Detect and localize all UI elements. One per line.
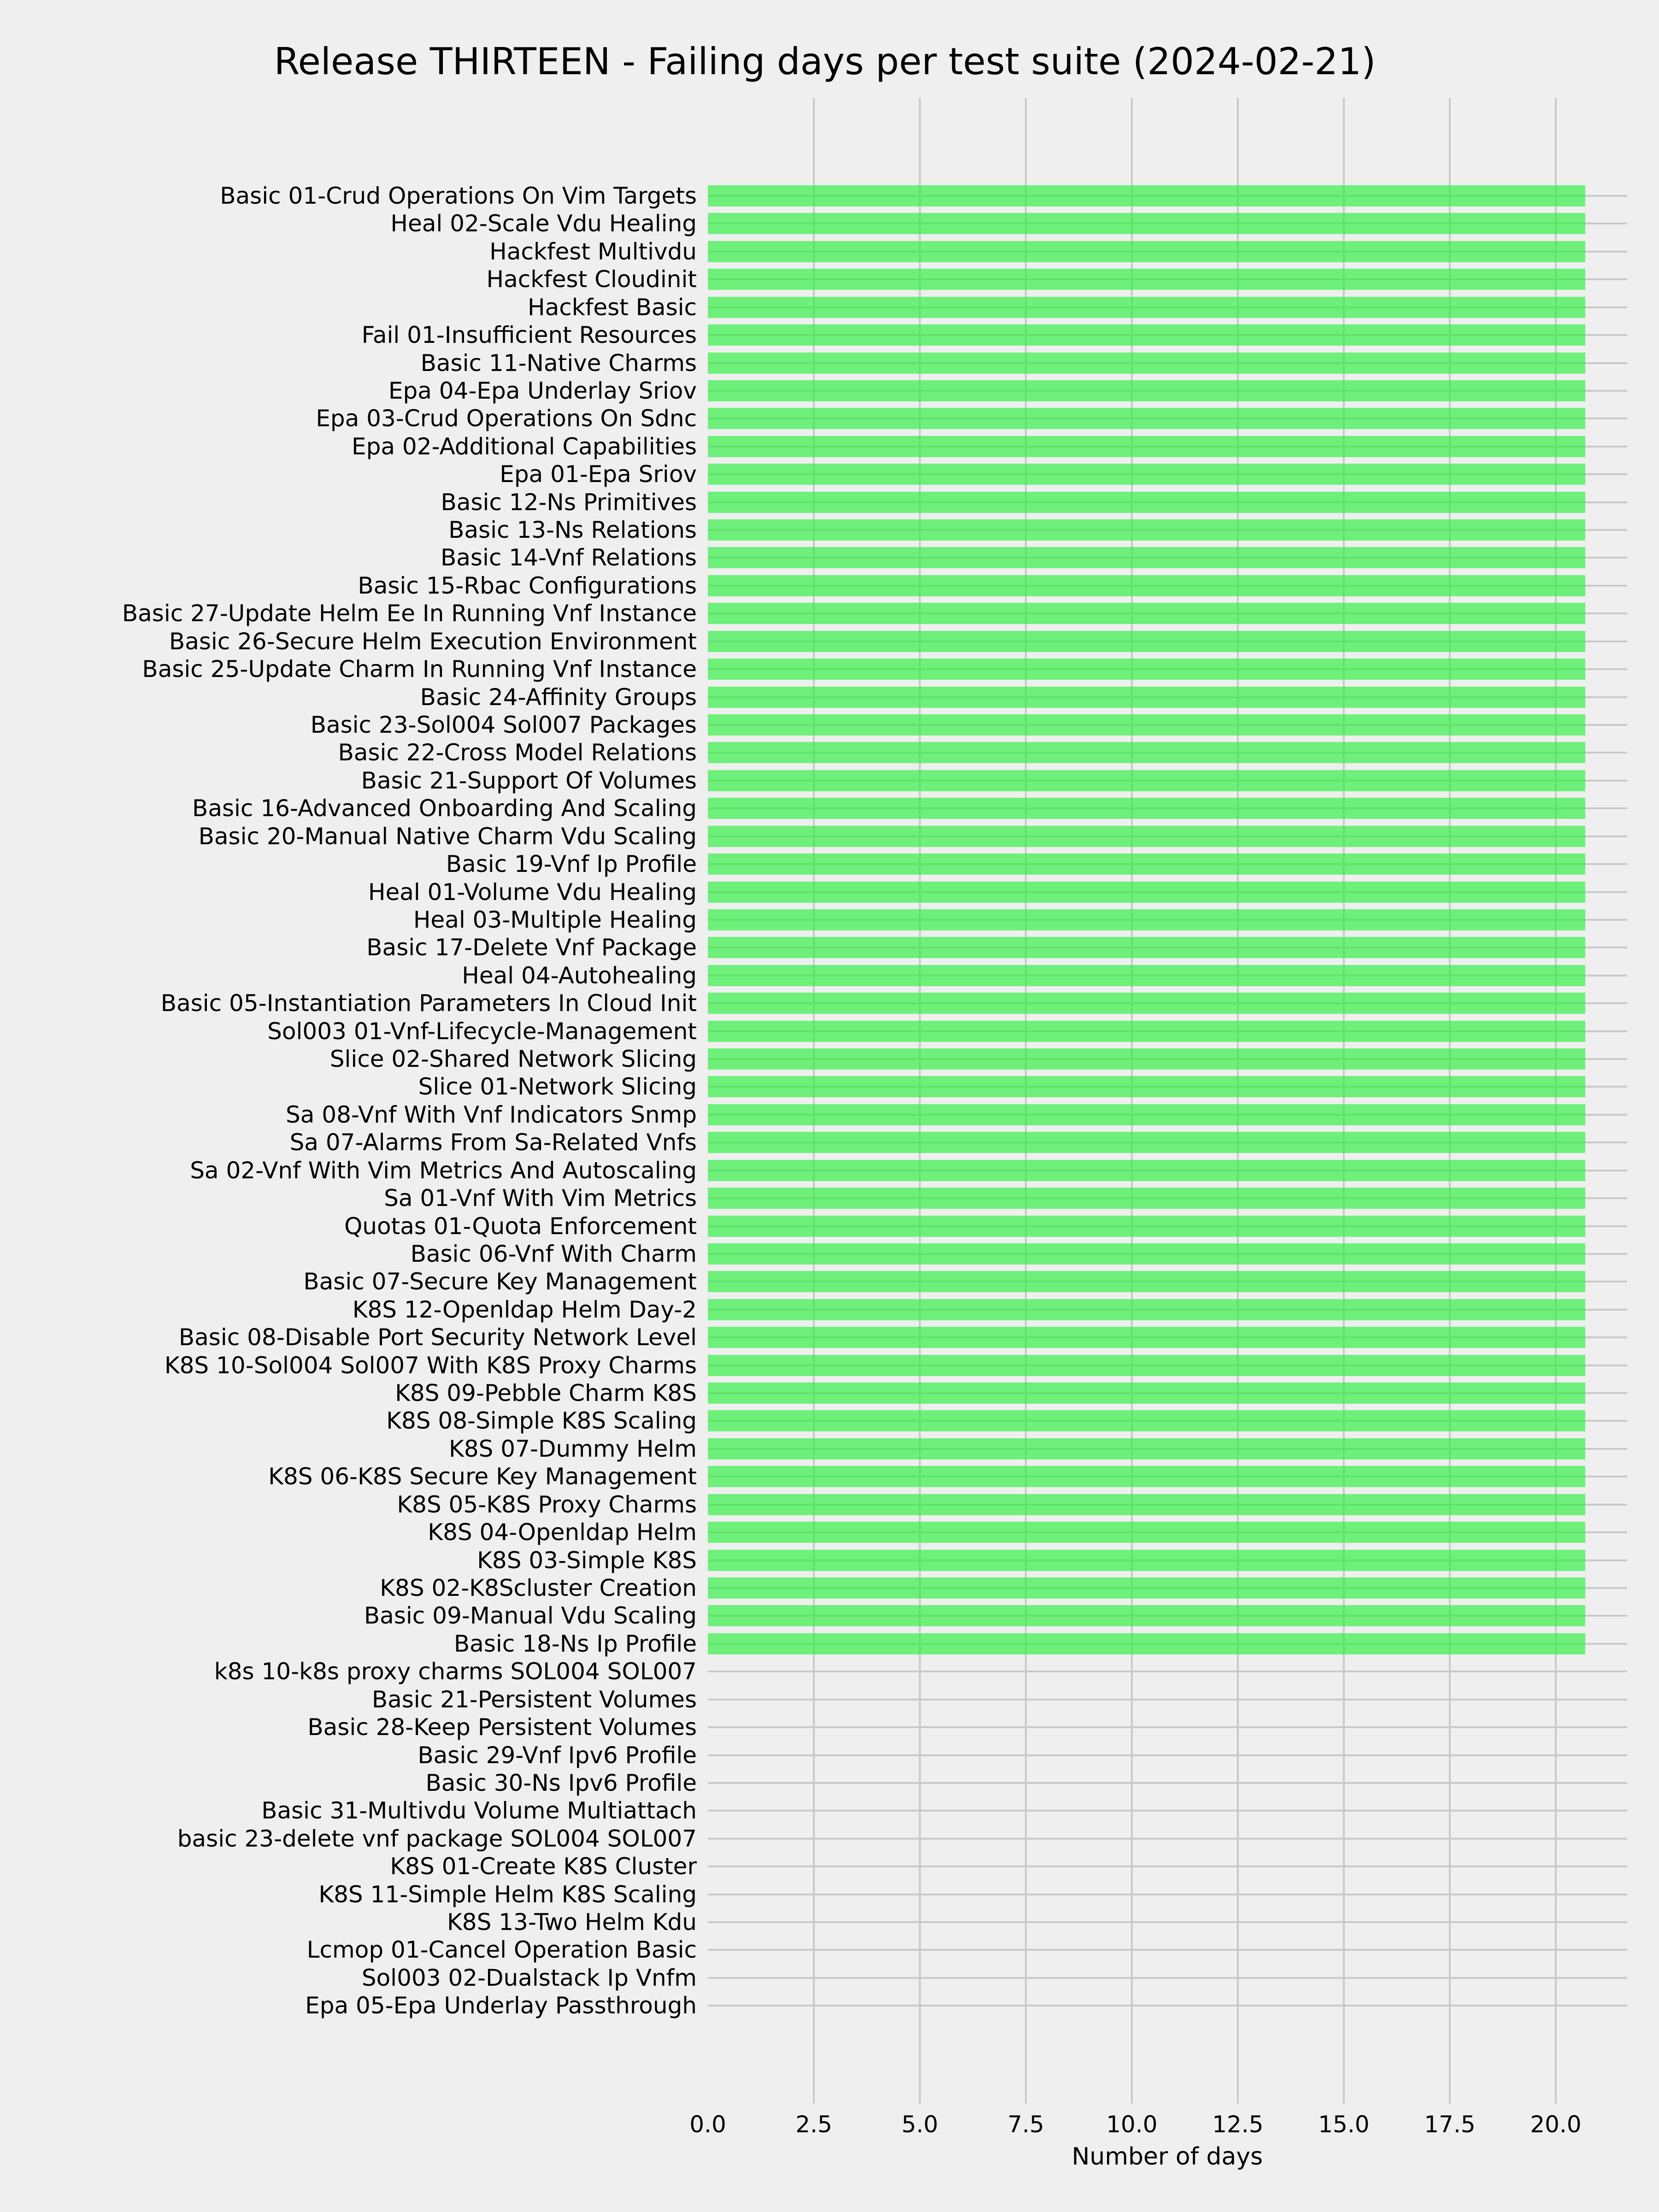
bar (708, 547, 1585, 568)
y-tick-label: Sa 02-Vnf With Vim Metrics And Autoscaling (190, 1157, 697, 1184)
y-tick-label: Basic 26-Secure Helm Execution Environment (169, 628, 697, 655)
bar (708, 603, 1585, 624)
bar (708, 1160, 1585, 1181)
y-tick-label: Basic 25-Update Charm In Running Vnf Instance (142, 656, 697, 683)
y-tick-label: Basic 16-Advanced Onboarding And Scaling (192, 795, 697, 822)
y-tick-label: K8S 06-K8S Secure Key Management (268, 1463, 697, 1490)
bar (708, 464, 1585, 485)
y-gridline (708, 1865, 1627, 1867)
y-tick-label: Basic 11-Native Charms (420, 349, 697, 377)
bar (708, 492, 1585, 513)
x-tick-label: 7.5 (1007, 2111, 1044, 2138)
y-tick-label: Basic 24-Affinity Groups (420, 683, 697, 711)
chart-title: Release THIRTEEN - Failing days per test suite (2024-02-21) (274, 40, 1376, 83)
y-tick-label: Basic 14-Vnf Relations (440, 544, 697, 571)
bar (708, 269, 1585, 290)
y-tick-label: Basic 08-Disable Port Security Network Level (178, 1324, 697, 1351)
x-tick-label: 2.5 (795, 2111, 832, 2138)
y-tick-label: K8S 09-Pebble Charm K8S (395, 1380, 697, 1407)
y-tick-label: K8S 03-Simple K8S (477, 1547, 697, 1574)
bar (708, 1438, 1585, 1459)
bar (708, 297, 1585, 318)
y-tick-label: Sa 08-Vnf With Vnf Indicators Snmp (286, 1101, 697, 1128)
y-tick-label: Basic 22-Cross Model Relations (338, 739, 697, 766)
y-gridline (708, 1699, 1627, 1700)
y-tick-label: basic 23-delete vnf package SOL004 SOL007 (177, 1825, 697, 1852)
y-gridline (708, 1782, 1627, 1784)
x-tick-label: 20.0 (1530, 2111, 1582, 2138)
y-tick-label: Epa 02-Additional Capabilities (352, 433, 697, 460)
x-tick-label: 17.5 (1424, 2111, 1476, 2138)
bar (708, 519, 1585, 541)
bar (708, 324, 1585, 346)
bar (708, 575, 1585, 596)
y-tick-label: K8S 04-Openldap Helm (428, 1519, 697, 1546)
bar (708, 241, 1585, 262)
bar (708, 380, 1585, 401)
y-gridline (708, 1977, 1627, 1979)
y-gridline (708, 1838, 1627, 1840)
y-tick-label: Basic 27-Update Helm Ee In Running Vnf Instance (122, 600, 697, 627)
y-tick-label: Quotas 01-Quota Enforcement (344, 1212, 697, 1240)
y-tick-label: Fail 01-Insufficient Resources (361, 322, 697, 349)
bar (708, 1410, 1585, 1431)
y-tick-label: Epa 05-Epa Underlay Passthrough (305, 1992, 697, 2019)
y-tick-label: Basic 31-Multivdu Volume Multiattach (261, 1797, 697, 1824)
bar (708, 185, 1585, 206)
bar (708, 1021, 1585, 1042)
bar (708, 1577, 1585, 1599)
y-tick-label: K8S 05-K8S Proxy Charms (397, 1491, 697, 1518)
bar (708, 798, 1585, 819)
y-tick-label: Sol003 01-Vnf-Lifecycle-Management (267, 1018, 697, 1045)
y-tick-label: Basic 13-Ns Relations (448, 517, 697, 544)
y-gridline (708, 1949, 1627, 1951)
bar (708, 1550, 1585, 1571)
bar (708, 1132, 1585, 1153)
y-tick-label: Hackfest Basic (528, 294, 697, 321)
x-tick-label: 15.0 (1318, 2111, 1370, 2138)
y-tick-label: Epa 04-Epa Underlay Sriov (388, 377, 697, 404)
y-tick-label: Basic 15-Rbac Configurations (358, 572, 697, 599)
y-tick-label: Heal 03-Multiple Healing (413, 906, 697, 933)
bar (708, 993, 1585, 1014)
y-tick-label: Sa 07-Alarms From Sa-Related Vnfs (289, 1129, 697, 1156)
bar (708, 1076, 1585, 1097)
x-tick-label: 10.0 (1106, 2111, 1158, 2138)
y-tick-label: Basic 12-Ns Primitives (441, 488, 697, 516)
y-tick-label: Heal 01-Volume Vdu Healing (368, 878, 697, 906)
y-tick-label: Heal 02-Scale Vdu Healing (390, 210, 697, 237)
y-tick-label: Lcmop 01-Cancel Operation Basic (306, 1936, 697, 1964)
bar (708, 687, 1585, 708)
plot-area (708, 98, 1627, 2104)
y-tick-label: Basic 09-Manual Vdu Scaling (364, 1602, 697, 1630)
y-gridline (708, 1810, 1627, 1812)
y-tick-label: K8S 02-K8Scluster Creation (380, 1575, 697, 1601)
y-tick-label: Basic 06-Vnf With Charm (410, 1240, 697, 1267)
bar (708, 436, 1585, 457)
bar (708, 853, 1585, 875)
bar (708, 882, 1585, 903)
y-tick-label: Heal 04-Autohealing (462, 962, 697, 989)
x-axis-label: Number of days (1071, 2143, 1263, 2171)
x-tick-label: 12.5 (1212, 2111, 1264, 2138)
y-tick-label: Basic 17-Delete Vnf Package (366, 934, 697, 961)
y-tick-label: k8s 10-k8s proxy charms SOL004 SOL007 (214, 1658, 697, 1685)
y-tick-label: Slice 01-Network Slicing (418, 1073, 697, 1100)
y-tick-label: Basic 21-Persistent Volumes (371, 1686, 697, 1713)
x-tick-label: 5.0 (901, 2111, 938, 2138)
bar (708, 1494, 1585, 1515)
y-tick-label: Hackfest Cloudinit (486, 266, 697, 293)
bar (708, 1355, 1585, 1376)
bar (708, 1466, 1585, 1487)
y-tick-label: K8S 11-Simple Helm K8S Scaling (318, 1881, 697, 1908)
y-gridline (708, 1894, 1627, 1895)
y-tick-label: K8S 10-Sol004 Sol007 With K8S Proxy Charms (164, 1352, 697, 1379)
bar (708, 1299, 1585, 1320)
bar (708, 714, 1585, 735)
bar (708, 1605, 1585, 1626)
y-tick-label: K8S 12-Openldap Helm Day-2 (352, 1296, 697, 1323)
bar (708, 1104, 1585, 1125)
y-tick-label: Hackfest Multivdu (489, 238, 697, 265)
y-gridline (708, 2005, 1627, 2006)
bar (708, 1216, 1585, 1237)
bar (708, 1633, 1585, 1654)
bar (708, 1243, 1585, 1265)
bar (708, 770, 1585, 791)
y-gridline (708, 1921, 1627, 1923)
x-tick-label: 0.0 (689, 2111, 726, 2138)
y-gridline (708, 1671, 1627, 1672)
y-tick-label: Slice 02-Shared Network Slicing (329, 1046, 697, 1073)
y-tick-label: Basic 05-Instantiation Parameters In Cloud Init (160, 990, 697, 1017)
y-tick-label: Basic 23-Sol004 Sol007 Packages (310, 711, 697, 738)
y-tick-label: Epa 03-Crud Operations On Sdnc (316, 405, 697, 432)
y-tick-label: Epa 01-Epa Sriov (500, 461, 697, 488)
bar (708, 965, 1585, 986)
bar (708, 213, 1585, 234)
y-tick-label: K8S 08-Simple K8S Scaling (386, 1407, 697, 1435)
bar (708, 1188, 1585, 1209)
y-tick-label: K8S 01-Create K8S Cluster (390, 1853, 697, 1880)
y-tick-label: Basic 21-Support Of Volumes (361, 767, 697, 794)
bar (708, 826, 1585, 847)
y-tick-label: Basic 18-Ns Ip Profile (453, 1630, 697, 1657)
y-tick-label: Basic 01-Crud Operations On Vim Targets (220, 182, 697, 209)
y-tick-label: Basic 20-Manual Native Charm Vdu Scaling (198, 823, 697, 850)
bar (708, 631, 1585, 652)
y-tick-label: Basic 28-Keep Persistent Volumes (307, 1714, 697, 1741)
bar (708, 1522, 1585, 1543)
y-tick-label: K8S 07-Dummy Helm (449, 1435, 697, 1462)
bar (708, 408, 1585, 429)
bar (708, 1271, 1585, 1292)
bar (708, 1048, 1585, 1070)
bar (708, 1327, 1585, 1348)
y-tick-label: Sa 01-Vnf With Vim Metrics (384, 1185, 697, 1212)
y-tick-label: K8S 13-Two Helm Kdu (447, 1909, 697, 1936)
bar (708, 1382, 1585, 1404)
bar (708, 353, 1585, 374)
bar (708, 937, 1585, 958)
y-tick-label: Basic 19-Vnf Ip Profile (446, 851, 697, 878)
bar (708, 909, 1585, 930)
y-tick-label: Basic 29-Vnf Ipv6 Profile (418, 1741, 697, 1769)
bar (708, 742, 1585, 763)
y-tick-label: Basic 07-Secure Key Management (303, 1268, 697, 1295)
y-gridline (708, 1726, 1627, 1728)
bar (708, 659, 1585, 680)
y-gridline (708, 1754, 1627, 1756)
y-tick-label: Basic 30-Ns Ipv6 Profile (425, 1769, 697, 1796)
y-tick-label: Sol003 02-Dualstack Ip Vnfm (361, 1964, 697, 1991)
